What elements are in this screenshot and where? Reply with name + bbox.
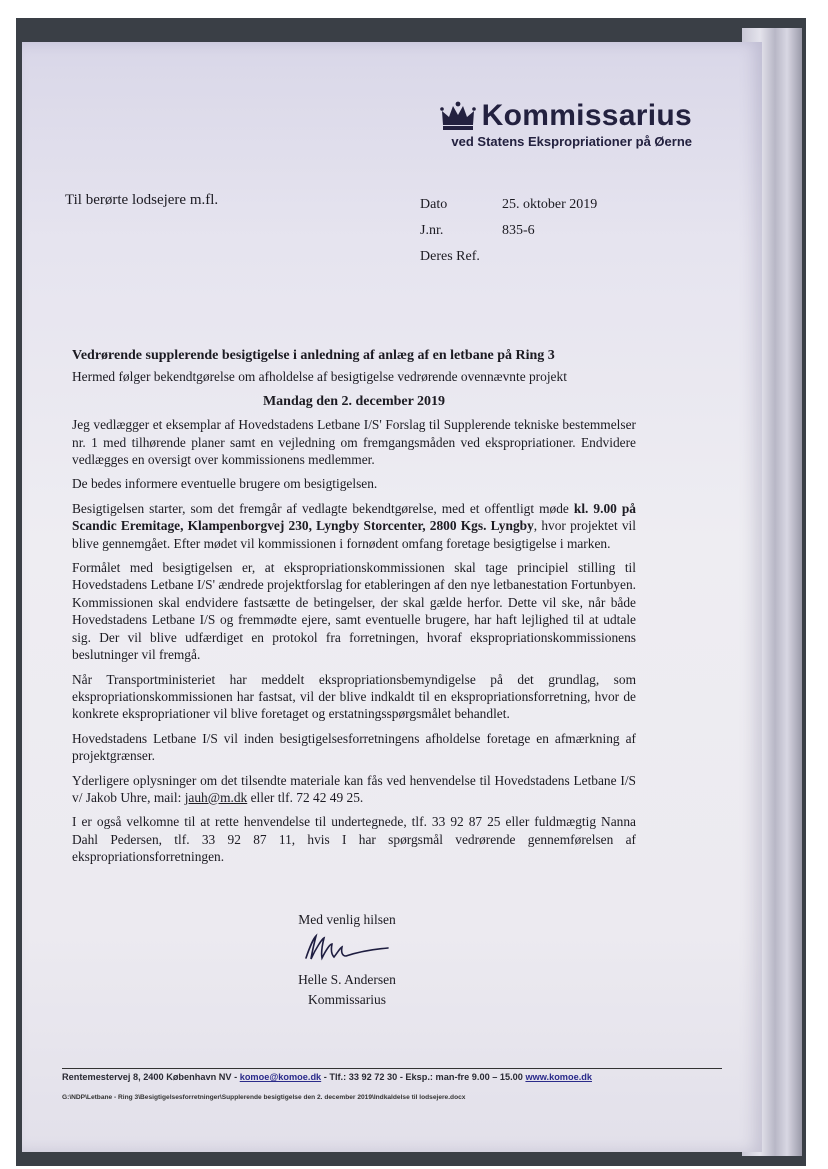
greeting: Med venlig hilsen xyxy=(298,912,396,927)
footer-website-link[interactable]: www.komoe.dk xyxy=(525,1072,592,1082)
logo-subtitle: ved Statens Ekspropriationer på Øerne xyxy=(451,134,692,149)
jnr-label: J.nr. xyxy=(420,223,444,238)
paragraph-1: Jeg vedlægger et eksemplar af Hovedstadens Letbane I/S' Forslag til Supplerende tekniske bestemmelser nr. 1 med tilhørende planer samt en vejledning om fremgangsmåden ved ekspropriationer. Endvidere vedlægges en oversigt over kommissionens medlemmer. xyxy=(72,417,636,468)
date-value: 25. oktober 2019 xyxy=(502,197,598,212)
paragraph-2: De bedes informere eventuelle brugere om besigtigelsen. xyxy=(72,476,378,492)
letter-meta xyxy=(420,192,597,270)
jnr-value: 835-6 xyxy=(502,223,535,238)
letter-body xyxy=(72,347,636,873)
paragraph-7 xyxy=(72,772,636,807)
footer-email-link[interactable]: komoe@komoe.dk xyxy=(239,1072,322,1082)
ref-label: Deres Ref. xyxy=(420,249,480,264)
meeting-date-heading: Mandag den 2. december 2019 xyxy=(262,393,446,409)
paragraph-7-end: eller tlf. 72 42 49 25. xyxy=(247,789,364,805)
paragraph-8: I er også velkomne til at rette henvendelse til undertegnede, tlf. 33 92 87 25 eller fuldmægtig Nanna Dahl Pedersen, tlf. 33 92 87 11, hvis I har spørgsmål vedrørende gennemførelsen af ekspropriationsforretningen. xyxy=(72,814,636,865)
meeting-location: kl. 9.00 på Scandic Eremitage, Klampenborgvej 230, Lyngby Storcenter, 2800 Kgs. Lyngby xyxy=(72,500,636,534)
subject-line: Vedrørende supplerende besigtigelse i anledning af anlæg af en letbane på Ring 3 xyxy=(72,348,555,363)
document-file-path: G:\NDP\Letbane - Ring 3\Besigtigelsesforretninger\Supplerende besigtigelse den 2. december 2019\Indkaldelse til lodsejere.docx xyxy=(62,1094,466,1101)
paragraph-4: Formålet med besigtigelsen er, at ekspropriationskommissionen skal tage principiel stilling til Hovedstadens Letbane I/S' ændrede projektforslag for etableringen af den nye letbanestation Fortunbyen. Kommissionen skal endvidere fastsætte de betingelser, der skal gælde herfor. Dette vil ske, når både Hovedstadens Letbane I/S og fremmødte ejere, samt eventuelle brugere, har haft lejlighed til at udtale sig. Der vil blive udfærdiget en protokol fra forretningen, hvoraf ekspropriationskommissionens beslutninger vil fremgå. xyxy=(72,560,636,663)
contact-email-link[interactable]: jauh@m.dk xyxy=(184,789,248,805)
signer-name: Helle S. Andersen xyxy=(298,972,396,987)
footer-phone-hours: - Tlf.: 33 92 72 30 - Eksp.: man-fre 9.00 – 15.00 xyxy=(321,1072,526,1082)
recipient: Til berørte lodsejere m.fl. xyxy=(65,192,219,208)
paragraph-3 xyxy=(72,500,636,552)
signer-title: Kommissarius xyxy=(307,992,386,1007)
footer-divider xyxy=(62,1068,722,1069)
letterhead-logo xyxy=(402,100,692,149)
intro-paragraph: Hermed følger bekendtgørelse om afholdelse af besigtigelse vedrørende ovennævnte projekt xyxy=(72,369,567,385)
logo-title: Kommissarius xyxy=(481,99,692,132)
paragraph-3-end: , hvor projektet vil blive gennemgået. Efter mødet vil kommissionen i fornødent omfang foretage besigtigelse i marken. xyxy=(72,518,636,551)
paragraph-6: Hovedstadens Letbane I/S vil inden besigtigelsesforretningens afholdelse foretage en afmærkning af projektgrænser. xyxy=(72,730,636,764)
date-label: Dato xyxy=(420,197,448,212)
signature-image xyxy=(292,930,402,964)
signoff xyxy=(272,910,422,1010)
letter-page xyxy=(22,42,762,1152)
footer-contact xyxy=(62,1072,722,1082)
crown-icon xyxy=(440,101,476,131)
paragraph-7-start: Yderligere oplysninger om det tilsendte materiale kan fås ved henvendelse til Hovedstadens Letbane I/S v/ Jakob Uhre, mail: xyxy=(72,772,636,805)
paragraph-5: Når Transportministeriet har meddelt ekspropriationsbemyndigelse på det grundlag, som ekspropriationskommissionen har fastsat, vil der blive indkaldt til en ekspropriationsforretning, hvor de konkrete ekspropriationer vil blive foretaget og erstatningsspørgsmålet behandlet. xyxy=(72,671,636,722)
footer-address: Rentemestervej 8, 2400 København NV - xyxy=(62,1072,240,1082)
paragraph-3-start: Besigtigelsen starter, som det fremgår af vedlagte bekendtgørelse, med et offentligt møde xyxy=(72,500,574,516)
